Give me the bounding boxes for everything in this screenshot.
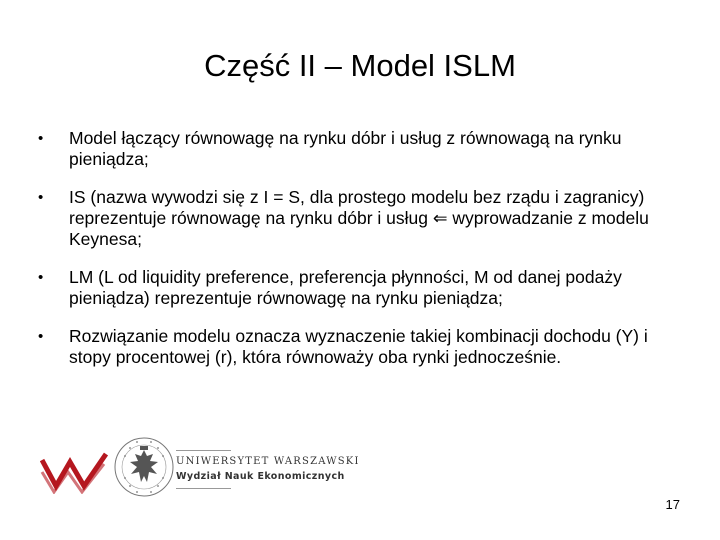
bullet-marker: • xyxy=(38,269,44,286)
bullet-text: Rozwiązanie modelu oznacza wyznaczenie takiej kombinacji dochodu (Y) i stopy procentowej (r), która równoważy oba rynki jednocześnie. xyxy=(69,326,648,367)
bullet-text: Model łączący równowagę na rynku dóbr i usług z równowagą na rynku pieniądza; xyxy=(69,128,622,169)
slide-title: Część II – Model ISLM xyxy=(204,48,516,83)
bullet-item xyxy=(38,187,678,250)
faculty-name: Wydział Nauk Ekonomicznych xyxy=(176,471,345,482)
university-text xyxy=(176,450,376,489)
bullet-item xyxy=(38,267,678,309)
bullet-item xyxy=(38,128,678,170)
divider-line xyxy=(176,450,231,451)
page-number: 17 xyxy=(665,497,680,512)
divider-line xyxy=(176,488,231,489)
bullet-item xyxy=(38,326,678,368)
bullet-marker: • xyxy=(38,328,44,345)
university-logo xyxy=(40,434,370,504)
bullet-text: IS (nazwa wywodzi się z I = S, dla prostego modelu bez rządu i zagranicy) reprezentuje równowagę na rynku dóbr i usług ⇐ wyprowadzanie z modelu Keynesa; xyxy=(69,187,649,249)
bullet-marker: • xyxy=(38,189,44,206)
bullet-list xyxy=(38,128,678,385)
university-name: UNIWERSYTET WARSZAWSKI xyxy=(176,456,360,467)
university-eagle-crest-icon xyxy=(113,434,175,500)
faculty-wave-logo-icon xyxy=(40,446,108,494)
bullet-text: LM (L od liquidity preference, preferencja płynności, M od danej podaży pieniądza) reprezentuje równowagę na rynku pieniądza; xyxy=(69,267,622,308)
bullet-marker: • xyxy=(38,130,44,147)
